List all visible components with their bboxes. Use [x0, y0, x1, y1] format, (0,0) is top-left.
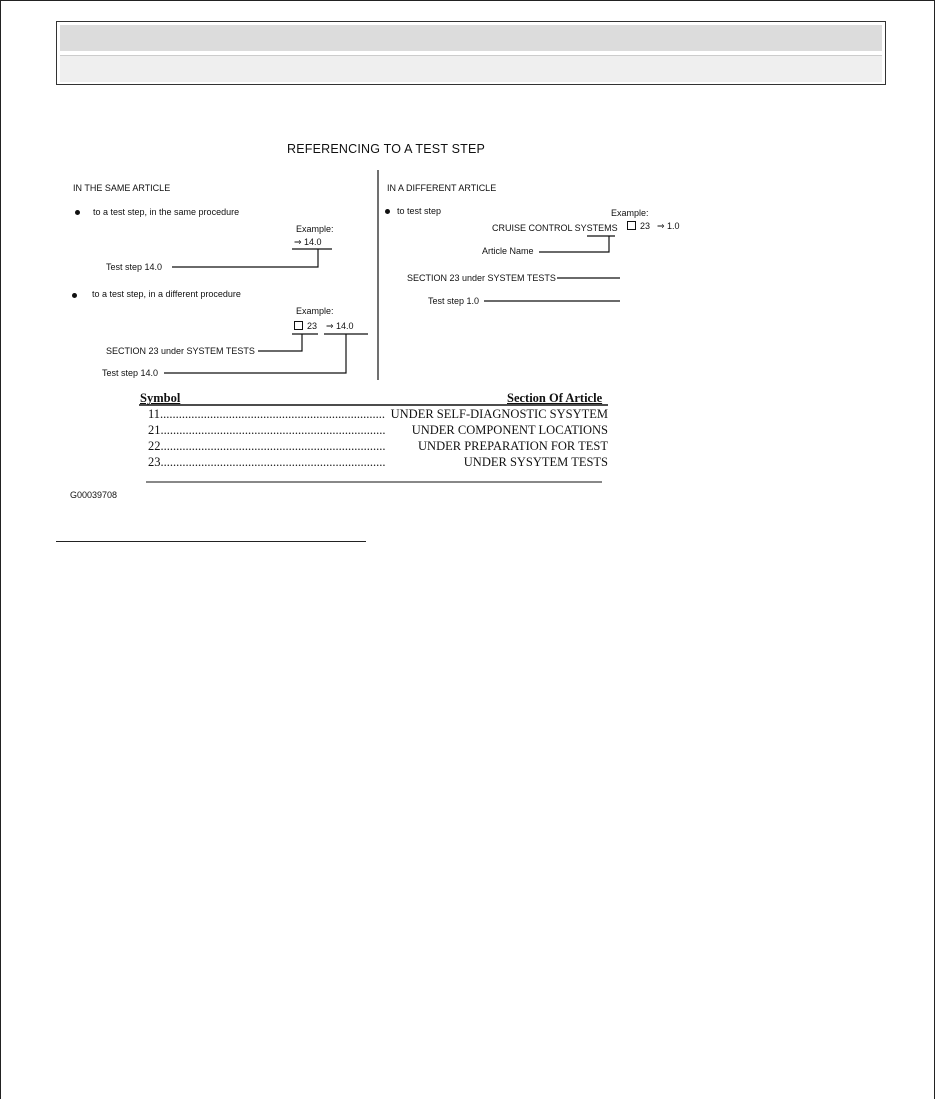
table-row-section: UNDER SYSYTEM TESTS — [463, 455, 608, 469]
left-bullet-1: to a test step, in the same procedure — [93, 207, 240, 217]
right-example-article: CRUISE CONTROL SYSTEMS — [492, 223, 618, 233]
footnote-rule — [56, 541, 366, 542]
left-callout-1: Test step 14.0 — [106, 262, 163, 272]
left-callout-2-section: SECTION 23 under SYSTEM TESTS — [106, 346, 255, 356]
table-row: 21........................................................................ — [148, 423, 386, 437]
section-box-icon — [294, 321, 303, 330]
left-example-1-value: ⇒ 14.0 — [294, 237, 322, 247]
left-example-2-step: ⇒ 14.0 — [326, 321, 354, 331]
left-example-2-section: 23 — [294, 321, 317, 331]
table-row-section: UNDER SELF-DIAGNOSTIC SYSYTEM — [390, 407, 608, 421]
bullet-icon — [385, 209, 390, 214]
section-box-icon — [627, 221, 636, 230]
right-example-step: ⇒ 1.0 — [657, 221, 680, 231]
symbol-column-header: Symbol — [140, 391, 181, 405]
right-example-label: Example: — [611, 208, 649, 218]
table-row-section: UNDER PREPARATION FOR TEST — [418, 439, 608, 453]
left-heading: IN THE SAME ARTICLE — [73, 183, 171, 193]
left-example-2-label: Example: — [296, 306, 334, 316]
right-bullet-1: to test step — [397, 206, 442, 216]
left-callout-2-step: Test step 14.0 — [102, 368, 159, 378]
bullet-icon — [75, 210, 80, 215]
table-row: 22........................................................................ — [148, 439, 386, 453]
table-row-section: UNDER COMPONENT LOCATIONS — [411, 423, 608, 437]
left-example-1-label: Example: — [296, 224, 334, 234]
figure-title: REFERENCING TO A TEST STEP — [287, 142, 486, 156]
header-box — [56, 21, 886, 85]
right-example-section: 23 — [627, 221, 650, 231]
section-column-header: Section Of Article — [507, 391, 603, 405]
figure-id: G00039708 — [70, 490, 118, 500]
bullet-icon — [72, 293, 77, 298]
left-bullet-2: to a test step, in a different procedure — [92, 289, 241, 299]
right-callout-article: Article Name — [482, 246, 534, 256]
right-callout-step: Test step 1.0 — [428, 296, 480, 306]
header-bar-bottom — [60, 55, 882, 82]
right-callout-section: SECTION 23 under SYSTEM TESTS — [407, 273, 556, 283]
table-row: 11........................................................................ — [148, 407, 386, 421]
table-row: 23........................................................................ — [148, 455, 386, 469]
right-heading: IN A DIFFERENT ARTICLE — [387, 183, 497, 193]
header-bar-top — [60, 25, 882, 51]
figure-referencing-test-step — [60, 128, 680, 508]
